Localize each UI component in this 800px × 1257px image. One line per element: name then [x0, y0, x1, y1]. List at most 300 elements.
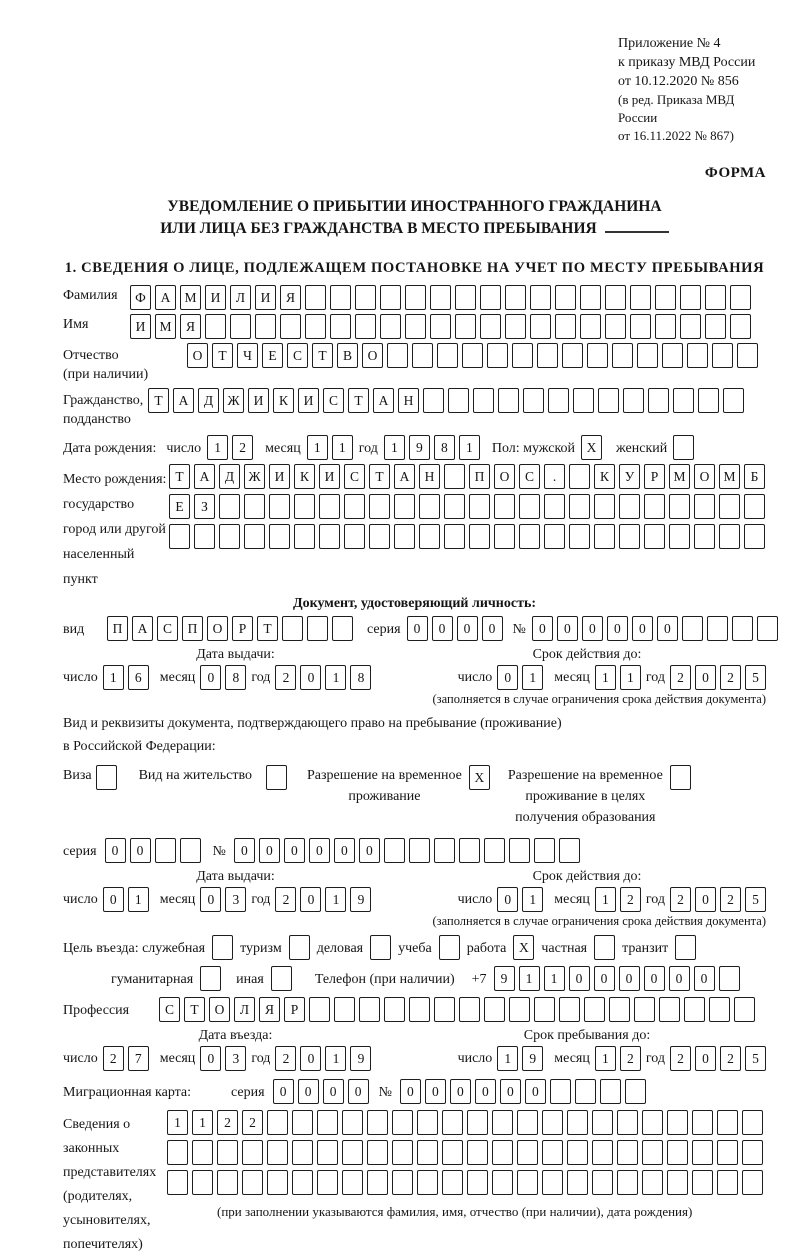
char-box[interactable]: [419, 524, 440, 549]
char-box[interactable]: [392, 1110, 413, 1135]
char-box[interactable]: [267, 1110, 288, 1135]
char-box[interactable]: [394, 524, 415, 549]
checkbox-tourism[interactable]: [289, 935, 310, 960]
char-box[interactable]: 0: [359, 838, 380, 863]
char-box[interactable]: [380, 314, 401, 339]
checkbox-business[interactable]: [370, 935, 391, 960]
char-box[interactable]: Е: [169, 494, 190, 519]
char-box[interactable]: 0: [695, 665, 716, 690]
char-box[interactable]: [380, 285, 401, 310]
char-box[interactable]: [687, 343, 708, 368]
char-box[interactable]: 3: [225, 1046, 246, 1071]
char-box[interactable]: Ф: [130, 285, 151, 310]
char-box[interactable]: А: [194, 464, 215, 489]
char-box[interactable]: 0: [582, 616, 603, 641]
char-box[interactable]: К: [273, 388, 294, 413]
char-box[interactable]: О: [187, 343, 208, 368]
char-box[interactable]: 0: [669, 966, 690, 991]
char-box[interactable]: [709, 997, 730, 1022]
char-box[interactable]: [644, 494, 665, 519]
char-box[interactable]: Т: [212, 343, 233, 368]
char-box[interactable]: [369, 524, 390, 549]
char-box[interactable]: [694, 494, 715, 519]
char-box[interactable]: [492, 1140, 513, 1165]
char-box[interactable]: [342, 1140, 363, 1165]
char-box[interactable]: [509, 997, 530, 1022]
char-box[interactable]: [330, 314, 351, 339]
char-box[interactable]: [442, 1140, 463, 1165]
char-box[interactable]: 2: [275, 1046, 296, 1071]
char-box[interactable]: [444, 524, 465, 549]
char-box[interactable]: [409, 997, 430, 1022]
char-box[interactable]: [434, 997, 455, 1022]
char-box[interactable]: 2: [720, 665, 741, 690]
checkbox-male[interactable]: X: [581, 435, 602, 460]
char-box[interactable]: П: [107, 616, 128, 641]
char-box[interactable]: [623, 388, 644, 413]
char-box[interactable]: [680, 285, 701, 310]
char-box[interactable]: З: [194, 494, 215, 519]
char-box[interactable]: [569, 494, 590, 519]
char-box[interactable]: Р: [644, 464, 665, 489]
char-box[interactable]: [244, 524, 265, 549]
char-box[interactable]: [692, 1170, 713, 1195]
char-box[interactable]: 0: [450, 1079, 471, 1104]
char-box[interactable]: [617, 1170, 638, 1195]
char-box[interactable]: [544, 524, 565, 549]
char-box[interactable]: [334, 997, 355, 1022]
char-box[interactable]: [444, 464, 465, 489]
char-box[interactable]: [282, 616, 303, 641]
char-box[interactable]: [480, 285, 501, 310]
char-box[interactable]: [317, 1110, 338, 1135]
char-box[interactable]: [255, 314, 276, 339]
char-box[interactable]: [267, 1170, 288, 1195]
char-box[interactable]: 0: [284, 838, 305, 863]
char-box[interactable]: [505, 285, 526, 310]
char-box[interactable]: [242, 1170, 263, 1195]
char-box[interactable]: А: [394, 464, 415, 489]
checkbox-private[interactable]: [594, 935, 615, 960]
char-box[interactable]: И: [298, 388, 319, 413]
char-box[interactable]: 1: [128, 887, 149, 912]
char-box[interactable]: 9: [494, 966, 515, 991]
char-box[interactable]: 1: [595, 665, 616, 690]
char-box[interactable]: [455, 314, 476, 339]
char-box[interactable]: [659, 997, 680, 1022]
char-box[interactable]: 1: [522, 665, 543, 690]
char-box[interactable]: [305, 285, 326, 310]
char-box[interactable]: 2: [232, 435, 253, 460]
char-box[interactable]: 0: [619, 966, 640, 991]
char-box[interactable]: 1: [595, 1046, 616, 1071]
char-box[interactable]: [648, 388, 669, 413]
char-box[interactable]: 2: [275, 887, 296, 912]
char-box[interactable]: 5: [745, 1046, 766, 1071]
char-box[interactable]: 2: [620, 887, 641, 912]
char-box[interactable]: [267, 1140, 288, 1165]
char-box[interactable]: [594, 524, 615, 549]
char-box[interactable]: 0: [525, 1079, 546, 1104]
char-box[interactable]: 1: [459, 435, 480, 460]
char-box[interactable]: [292, 1170, 313, 1195]
char-box[interactable]: [319, 524, 340, 549]
char-box[interactable]: 1: [384, 435, 405, 460]
char-box[interactable]: 1: [620, 665, 641, 690]
char-box[interactable]: С: [159, 997, 180, 1022]
char-box[interactable]: [555, 314, 576, 339]
char-box[interactable]: [392, 1140, 413, 1165]
char-box[interactable]: 1: [522, 887, 543, 912]
char-box[interactable]: [505, 314, 526, 339]
char-box[interactable]: [517, 1170, 538, 1195]
char-box[interactable]: [484, 838, 505, 863]
char-box[interactable]: 0: [475, 1079, 496, 1104]
char-box[interactable]: [630, 285, 651, 310]
char-box[interactable]: 0: [532, 616, 553, 641]
char-box[interactable]: [442, 1170, 463, 1195]
char-box[interactable]: [417, 1170, 438, 1195]
char-box[interactable]: 1: [307, 435, 328, 460]
char-box[interactable]: [292, 1140, 313, 1165]
char-box[interactable]: 0: [200, 665, 221, 690]
char-box[interactable]: С: [344, 464, 365, 489]
char-box[interactable]: 1: [325, 1046, 346, 1071]
char-box[interactable]: 1: [497, 1046, 518, 1071]
char-box[interactable]: 0: [632, 616, 653, 641]
char-box[interactable]: 5: [745, 887, 766, 912]
char-box[interactable]: [442, 1110, 463, 1135]
char-box[interactable]: С: [287, 343, 308, 368]
char-box[interactable]: Я: [259, 997, 280, 1022]
char-box[interactable]: 1: [595, 887, 616, 912]
char-box[interactable]: Е: [262, 343, 283, 368]
char-box[interactable]: [492, 1110, 513, 1135]
checkbox-residence-permit[interactable]: [266, 765, 287, 790]
checkbox-temp-residence[interactable]: X: [469, 765, 490, 790]
char-box[interactable]: О: [207, 616, 228, 641]
char-box[interactable]: О: [209, 997, 230, 1022]
char-box[interactable]: 1: [103, 665, 124, 690]
char-box[interactable]: [587, 343, 608, 368]
char-box[interactable]: К: [594, 464, 615, 489]
char-box[interactable]: [384, 838, 405, 863]
char-box[interactable]: [719, 494, 740, 519]
char-box[interactable]: [542, 1170, 563, 1195]
char-box[interactable]: [448, 388, 469, 413]
char-box[interactable]: [712, 343, 733, 368]
char-box[interactable]: 2: [275, 665, 296, 690]
char-box[interactable]: [459, 997, 480, 1022]
char-box[interactable]: [644, 524, 665, 549]
char-box[interactable]: Т: [369, 464, 390, 489]
char-box[interactable]: [292, 1110, 313, 1135]
char-box[interactable]: 0: [348, 1079, 369, 1104]
char-box[interactable]: Д: [198, 388, 219, 413]
char-box[interactable]: 1: [519, 966, 540, 991]
char-box[interactable]: [492, 1170, 513, 1195]
char-box[interactable]: 1: [192, 1110, 213, 1135]
char-box[interactable]: М: [719, 464, 740, 489]
char-box[interactable]: 1: [207, 435, 228, 460]
char-box[interactable]: [548, 388, 569, 413]
char-box[interactable]: [369, 494, 390, 519]
char-box[interactable]: 9: [350, 1046, 371, 1071]
checkbox-temp-residence-edu[interactable]: [670, 765, 691, 790]
char-box[interactable]: А: [155, 285, 176, 310]
char-box[interactable]: [330, 285, 351, 310]
char-box[interactable]: 0: [298, 1079, 319, 1104]
checkbox-female[interactable]: [673, 435, 694, 460]
char-box[interactable]: С: [323, 388, 344, 413]
char-box[interactable]: [619, 494, 640, 519]
char-box[interactable]: [717, 1170, 738, 1195]
char-box[interactable]: [559, 997, 580, 1022]
char-box[interactable]: И: [269, 464, 290, 489]
char-box[interactable]: 1: [325, 887, 346, 912]
char-box[interactable]: Н: [398, 388, 419, 413]
char-box[interactable]: [319, 494, 340, 519]
char-box[interactable]: [694, 524, 715, 549]
char-box[interactable]: 9: [522, 1046, 543, 1071]
char-box[interactable]: [384, 997, 405, 1022]
char-box[interactable]: [423, 388, 444, 413]
char-box[interactable]: [573, 388, 594, 413]
char-box[interactable]: 0: [569, 966, 590, 991]
char-box[interactable]: 2: [103, 1046, 124, 1071]
char-box[interactable]: 0: [400, 1079, 421, 1104]
char-box[interactable]: [580, 314, 601, 339]
char-box[interactable]: [584, 997, 605, 1022]
char-box[interactable]: А: [373, 388, 394, 413]
char-box[interactable]: П: [469, 464, 490, 489]
char-box[interactable]: [567, 1110, 588, 1135]
char-box[interactable]: [534, 997, 555, 1022]
char-box[interactable]: Ч: [237, 343, 258, 368]
char-box[interactable]: [744, 494, 765, 519]
char-box[interactable]: 0: [334, 838, 355, 863]
char-box[interactable]: [205, 314, 226, 339]
char-box[interactable]: [367, 1140, 388, 1165]
char-box[interactable]: [434, 838, 455, 863]
char-box[interactable]: 0: [300, 887, 321, 912]
char-box[interactable]: [692, 1110, 713, 1135]
char-box[interactable]: [619, 524, 640, 549]
char-box[interactable]: 0: [323, 1079, 344, 1104]
char-box[interactable]: [592, 1110, 613, 1135]
char-box[interactable]: 0: [482, 616, 503, 641]
char-box[interactable]: 9: [350, 887, 371, 912]
char-box[interactable]: [705, 314, 726, 339]
char-box[interactable]: [642, 1170, 663, 1195]
char-box[interactable]: [269, 524, 290, 549]
char-box[interactable]: [417, 1110, 438, 1135]
char-box[interactable]: [625, 1079, 646, 1104]
char-box[interactable]: 2: [670, 1046, 691, 1071]
char-box[interactable]: Т: [184, 997, 205, 1022]
char-box[interactable]: 2: [620, 1046, 641, 1071]
char-box[interactable]: [630, 314, 651, 339]
char-box[interactable]: [605, 314, 626, 339]
char-box[interactable]: 7: [128, 1046, 149, 1071]
char-box[interactable]: [730, 314, 751, 339]
char-box[interactable]: 0: [607, 616, 628, 641]
char-box[interactable]: 1: [325, 665, 346, 690]
char-box[interactable]: [412, 343, 433, 368]
char-box[interactable]: [294, 494, 315, 519]
char-box[interactable]: 0: [200, 1046, 221, 1071]
char-box[interactable]: [530, 314, 551, 339]
char-box[interactable]: [430, 314, 451, 339]
char-box[interactable]: [742, 1170, 763, 1195]
char-box[interactable]: [317, 1170, 338, 1195]
char-box[interactable]: [642, 1140, 663, 1165]
char-box[interactable]: .: [544, 464, 565, 489]
char-box[interactable]: [219, 494, 240, 519]
checkbox-work[interactable]: X: [513, 935, 534, 960]
char-box[interactable]: [575, 1079, 596, 1104]
char-box[interactable]: [734, 997, 755, 1022]
char-box[interactable]: 2: [720, 887, 741, 912]
char-box[interactable]: 0: [273, 1079, 294, 1104]
char-box[interactable]: 8: [350, 665, 371, 690]
char-box[interactable]: 0: [103, 887, 124, 912]
checkbox-transit[interactable]: [675, 935, 696, 960]
char-box[interactable]: [355, 314, 376, 339]
char-box[interactable]: [217, 1140, 238, 1165]
char-box[interactable]: 1: [544, 966, 565, 991]
char-box[interactable]: [642, 1110, 663, 1135]
char-box[interactable]: О: [494, 464, 515, 489]
char-box[interactable]: [637, 343, 658, 368]
char-box[interactable]: Я: [280, 285, 301, 310]
char-box[interactable]: [180, 838, 201, 863]
char-box[interactable]: 0: [259, 838, 280, 863]
char-box[interactable]: 0: [105, 838, 126, 863]
char-box[interactable]: [294, 524, 315, 549]
char-box[interactable]: [667, 1140, 688, 1165]
char-box[interactable]: [592, 1140, 613, 1165]
char-box[interactable]: [732, 616, 753, 641]
char-box[interactable]: [592, 1170, 613, 1195]
char-box[interactable]: [367, 1170, 388, 1195]
char-box[interactable]: Р: [232, 616, 253, 641]
char-box[interactable]: Д: [219, 464, 240, 489]
char-box[interactable]: [459, 838, 480, 863]
char-box[interactable]: [530, 285, 551, 310]
char-box[interactable]: [494, 494, 515, 519]
char-box[interactable]: [598, 388, 619, 413]
char-box[interactable]: [544, 494, 565, 519]
char-box[interactable]: [169, 524, 190, 549]
char-box[interactable]: С: [519, 464, 540, 489]
checkbox-visa[interactable]: [96, 765, 117, 790]
char-box[interactable]: 1: [332, 435, 353, 460]
char-box[interactable]: [667, 1170, 688, 1195]
char-box[interactable]: 0: [234, 838, 255, 863]
char-box[interactable]: [517, 1140, 538, 1165]
char-box[interactable]: И: [248, 388, 269, 413]
char-box[interactable]: [634, 997, 655, 1022]
char-box[interactable]: Т: [148, 388, 169, 413]
char-box[interactable]: [230, 314, 251, 339]
char-box[interactable]: [662, 343, 683, 368]
char-box[interactable]: 0: [130, 838, 151, 863]
char-box[interactable]: [269, 494, 290, 519]
char-box[interactable]: Б: [744, 464, 765, 489]
char-box[interactable]: [498, 388, 519, 413]
char-box[interactable]: [392, 1170, 413, 1195]
char-box[interactable]: Л: [230, 285, 251, 310]
char-box[interactable]: [509, 838, 530, 863]
char-box[interactable]: [567, 1170, 588, 1195]
char-box[interactable]: 0: [497, 887, 518, 912]
char-box[interactable]: [612, 343, 633, 368]
char-box[interactable]: 0: [300, 1046, 321, 1071]
char-box[interactable]: Л: [234, 997, 255, 1022]
char-box[interactable]: [744, 524, 765, 549]
checkbox-study[interactable]: [439, 935, 460, 960]
char-box[interactable]: [469, 524, 490, 549]
char-box[interactable]: [542, 1140, 563, 1165]
char-box[interactable]: И: [205, 285, 226, 310]
char-box[interactable]: [717, 1110, 738, 1135]
char-box[interactable]: [394, 494, 415, 519]
char-box[interactable]: [342, 1170, 363, 1195]
char-box[interactable]: 9: [409, 435, 430, 460]
char-box[interactable]: [707, 616, 728, 641]
char-box[interactable]: 1: [167, 1110, 188, 1135]
char-box[interactable]: [555, 285, 576, 310]
char-box[interactable]: [655, 285, 676, 310]
char-box[interactable]: [692, 1140, 713, 1165]
char-box[interactable]: [417, 1140, 438, 1165]
char-box[interactable]: М: [180, 285, 201, 310]
char-box[interactable]: [719, 524, 740, 549]
char-box[interactable]: [569, 524, 590, 549]
char-box[interactable]: [617, 1110, 638, 1135]
char-box[interactable]: [217, 1170, 238, 1195]
char-box[interactable]: Т: [312, 343, 333, 368]
char-box[interactable]: Т: [169, 464, 190, 489]
char-box[interactable]: М: [155, 314, 176, 339]
char-box[interactable]: 0: [695, 1046, 716, 1071]
char-box[interactable]: 3: [225, 887, 246, 912]
char-box[interactable]: [717, 1140, 738, 1165]
char-box[interactable]: [430, 285, 451, 310]
char-box[interactable]: [305, 314, 326, 339]
char-box[interactable]: [309, 997, 330, 1022]
char-box[interactable]: 2: [242, 1110, 263, 1135]
char-box[interactable]: [484, 997, 505, 1022]
char-box[interactable]: 0: [657, 616, 678, 641]
char-box[interactable]: [667, 1110, 688, 1135]
char-box[interactable]: [517, 1110, 538, 1135]
char-box[interactable]: [467, 1110, 488, 1135]
char-box[interactable]: [519, 524, 540, 549]
char-box[interactable]: [462, 343, 483, 368]
char-box[interactable]: [409, 838, 430, 863]
char-box[interactable]: О: [362, 343, 383, 368]
char-box[interactable]: 8: [434, 435, 455, 460]
char-box[interactable]: 0: [694, 966, 715, 991]
char-box[interactable]: 6: [128, 665, 149, 690]
char-box[interactable]: [473, 388, 494, 413]
char-box[interactable]: Т: [348, 388, 369, 413]
char-box[interactable]: [742, 1110, 763, 1135]
char-box[interactable]: В: [337, 343, 358, 368]
char-box[interactable]: А: [132, 616, 153, 641]
